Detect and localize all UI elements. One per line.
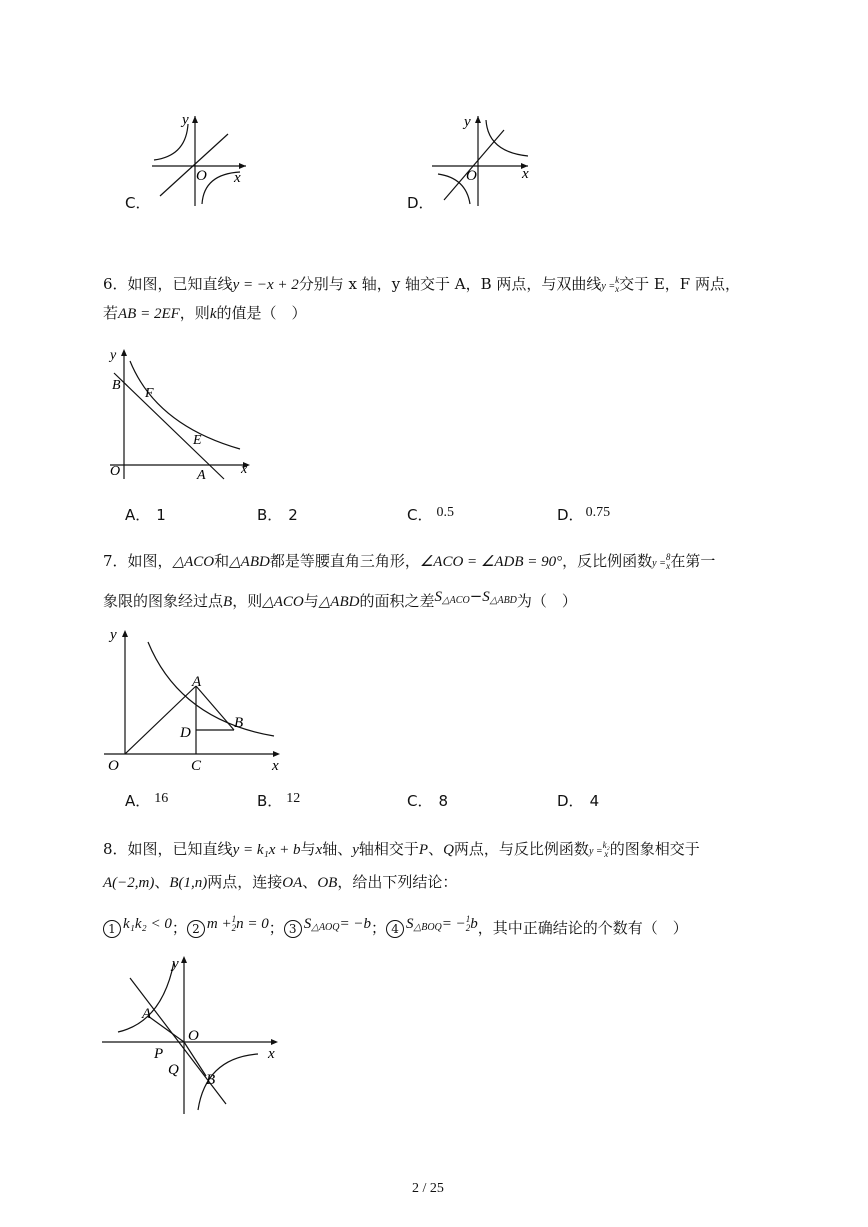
q8-point-b: B(1,n) [169, 875, 208, 891]
y-label: y [464, 114, 471, 130]
q7-triangle-abd: △ABD [318, 594, 360, 610]
q7-text: ，则 [232, 592, 263, 610]
conclusion-4-b: b [470, 916, 478, 932]
q7-minus: − [469, 587, 483, 605]
separator: ； [171, 919, 187, 937]
q5-graph-d [430, 108, 540, 208]
q7-option-b[interactable] [257, 790, 300, 811]
hyperbola-branch-upper [154, 124, 188, 160]
separator: ； [268, 919, 284, 937]
x-label: x [268, 1046, 275, 1062]
q8-graph [100, 950, 290, 1120]
point-q-label: Q [168, 1062, 179, 1078]
origin-label: O [108, 758, 119, 774]
q7-graph [100, 624, 290, 776]
q7-text: 都是等腰直角三角形， [269, 552, 420, 570]
q8-text: 轴相交于 [358, 840, 419, 858]
line-ab [114, 373, 224, 479]
point-b-label: B [234, 715, 244, 731]
q7-option-a[interactable] [125, 790, 168, 811]
segment-ob [184, 1042, 206, 1076]
q8-text: 两点，连接 [207, 873, 283, 891]
q6-graph [100, 345, 260, 485]
line-graph [160, 134, 228, 196]
q6-figure [100, 345, 260, 485]
y-arrow [121, 349, 127, 356]
q6-condition: AB = 2EF [118, 306, 180, 322]
q7-figure [100, 624, 290, 776]
q6-k: k [209, 306, 217, 322]
y-arrow [192, 116, 198, 123]
q6-text: 分别与 x 轴，y 轴交于 A，B 两点，与双曲线 [298, 275, 602, 293]
y-label: y [182, 112, 189, 128]
q8-text: 、 [428, 840, 444, 858]
q8-point-a: A(−2,m) [103, 875, 155, 891]
q8-text: 如图，已知直线 [127, 840, 233, 858]
hyperbola [148, 642, 274, 736]
q6-hyperbola-fraction: k x [615, 275, 620, 294]
q8-text: ，其中正确结论的个数有（ ） [477, 919, 688, 937]
conclusion-4-number: 4 [386, 920, 404, 938]
q8-line2 [103, 872, 457, 893]
point-c-label: C [191, 758, 202, 774]
origin-label: O [188, 1028, 199, 1044]
option-letter: C． [407, 506, 433, 524]
q8-q: Q [443, 842, 454, 858]
y-arrow [181, 956, 187, 963]
q7-area-s1: S [434, 589, 442, 605]
q7-fn-lhs: y = [652, 558, 666, 569]
point-a-label: A [142, 1006, 152, 1022]
q7-number: 7． [103, 552, 128, 570]
q8-fn-fraction: k₂ x [602, 840, 610, 859]
option-letter: D． [557, 792, 584, 810]
conclusion-2-fraction: 1 2 [231, 914, 237, 933]
q6-number: 6． [103, 275, 128, 293]
segment-ab [196, 686, 234, 730]
q8-p: P [418, 842, 429, 858]
option-letter: C． [407, 792, 433, 810]
q7-fn-fraction: 8 x [665, 552, 671, 571]
q7-line1 [103, 551, 715, 574]
q7-text: 的面积之差 [359, 592, 435, 610]
conclusion-4-fraction: 1 2 [465, 914, 471, 933]
q8-text: 、 [154, 873, 170, 891]
q6-option-a[interactable] [125, 504, 166, 525]
conclusion-4-rhs: = − [441, 916, 466, 932]
q5-option-d[interactable]: D． [407, 194, 434, 212]
q7-area-s1-sub: △ACO [441, 595, 470, 606]
q8-text: 的图象相交于 [609, 840, 700, 858]
q7-option-c[interactable] [407, 790, 448, 811]
origin-label: O [196, 168, 207, 184]
q8-text: 两点，与反比例函数 [453, 840, 589, 858]
x-label: x [241, 462, 248, 477]
q7-area-s2: S [482, 589, 490, 605]
q7-text: ，反比例函数 [562, 552, 653, 570]
total-pages: 25 [429, 1181, 444, 1196]
current-page: 2 [412, 1181, 419, 1196]
origin-label: O [110, 464, 121, 479]
q8-line1 [103, 839, 700, 862]
option-value: 16 [154, 791, 169, 806]
q8-ob: OB [317, 875, 338, 891]
q7-option-d[interactable] [557, 790, 599, 811]
q8-text: 与 [300, 840, 316, 858]
y-label: y [172, 956, 179, 972]
option-value: 0.75 [585, 505, 611, 520]
point-a-label: A [192, 674, 202, 690]
conclusion-2-b: n = 0 [236, 916, 269, 932]
q6-option-b[interactable] [257, 504, 298, 525]
option-value: 2 [288, 506, 298, 524]
q7-text: 如图， [127, 552, 173, 570]
q8-fn-lhs: y = [588, 846, 603, 857]
q8-oa: OA [282, 875, 303, 891]
point-f-label: F [145, 386, 154, 401]
line-graph [444, 130, 504, 200]
origin-label: O [466, 168, 477, 184]
x-label: x [522, 166, 529, 182]
x-arrow [273, 751, 280, 757]
q6-text: 如图，已知直线 [127, 275, 233, 293]
option-value: 1 [156, 506, 166, 524]
q6-text: 交于 E，F 两点， [619, 275, 740, 293]
q8-number: 8． [103, 840, 128, 858]
point-b-label: B [206, 1072, 216, 1088]
q6-option-d[interactable] [557, 504, 610, 525]
q7-triangle-aco: △ACO [262, 594, 304, 610]
point-p-label: P [154, 1046, 164, 1062]
q8-line-equation: y = k₁x + b [232, 842, 301, 858]
q8-text: 、 [302, 873, 318, 891]
q6-line2 [103, 303, 307, 324]
x-label: x [272, 758, 279, 774]
conclusion-3-rhs: = −b [339, 916, 371, 932]
option-value: 8 [438, 792, 449, 810]
point-d-label: D [180, 725, 191, 741]
q6-text: ，则 [179, 304, 210, 322]
page-separator: / [422, 1181, 427, 1196]
option-value: 12 [286, 791, 301, 806]
conclusion-4-s: S [406, 916, 414, 932]
q8-text: 轴、 [322, 840, 353, 858]
x-label: x [234, 170, 241, 186]
y-arrow [122, 630, 128, 637]
option-value: 4 [589, 792, 600, 810]
conclusion-2-number: 2 [187, 920, 205, 938]
q7-text: 象限的图象经过点 [103, 592, 224, 610]
q5-option-c[interactable]: C． [125, 194, 151, 212]
point-b-label: B [112, 378, 121, 393]
q5-graph-c [150, 108, 260, 208]
q6-line1 [103, 274, 740, 297]
q7-text: 和 [214, 552, 230, 570]
option-letter: B． [257, 506, 283, 524]
q5-figure-d [430, 108, 540, 208]
conclusion-1-number: 1 [103, 920, 121, 938]
q7-point-b: B [223, 594, 233, 610]
option-letter: A． [125, 792, 151, 810]
point-a-label: A [197, 468, 206, 483]
conclusion-3-sub: △AOQ [311, 922, 340, 933]
x-arrow [271, 1039, 278, 1045]
point-e-label: E [193, 433, 202, 448]
x-arrow [239, 163, 246, 169]
q8-figure [100, 950, 290, 1120]
q7-text: 与 [303, 592, 319, 610]
option-letter: A． [125, 506, 151, 524]
page-number [412, 1181, 444, 1197]
q8-x: x [315, 842, 323, 858]
y-label: y [110, 627, 117, 643]
q6-option-c[interactable] [407, 504, 454, 525]
q7-area-s2-sub: △ABD [489, 595, 517, 606]
option-letter: D． [557, 506, 584, 524]
separator: ； [371, 919, 387, 937]
q5-figure-c [150, 108, 260, 208]
conclusion-4-sub: △BOQ [413, 922, 442, 933]
q8-conclusions [103, 914, 688, 941]
conclusion-3-number: 3 [284, 920, 302, 938]
q7-triangle-abd: △ABD [229, 554, 270, 570]
conclusion-1: k₁k₂ < 0 [123, 916, 172, 932]
q7-line2 [103, 587, 577, 614]
y-arrow [475, 116, 481, 123]
q8-y: y [352, 842, 359, 858]
segment-oa [125, 686, 196, 754]
conclusion-3-s: S [303, 916, 312, 932]
segment-oa [148, 1016, 184, 1042]
q7-triangle-aco: △ACO [172, 554, 215, 570]
q7-text: 在第一 [670, 552, 716, 570]
conclusion-2-a: m + [206, 916, 232, 932]
q6-text: 的值是（ ） [216, 304, 307, 322]
q7-text: 为（ ） [516, 592, 577, 610]
q8-text: ，给出下列结论： [337, 873, 458, 891]
hyperbola-branch-upper [486, 120, 528, 156]
option-letter: B． [257, 792, 283, 810]
option-value: 0.5 [436, 505, 454, 520]
q6-text: 若 [103, 304, 119, 322]
q6-hyperbola-lhs: y = [601, 281, 616, 292]
y-label: y [110, 348, 117, 363]
q6-line-equation: y = −x + 2 [232, 277, 299, 293]
q7-angles: ∠ACO = ∠ADB = 90° [419, 554, 563, 570]
